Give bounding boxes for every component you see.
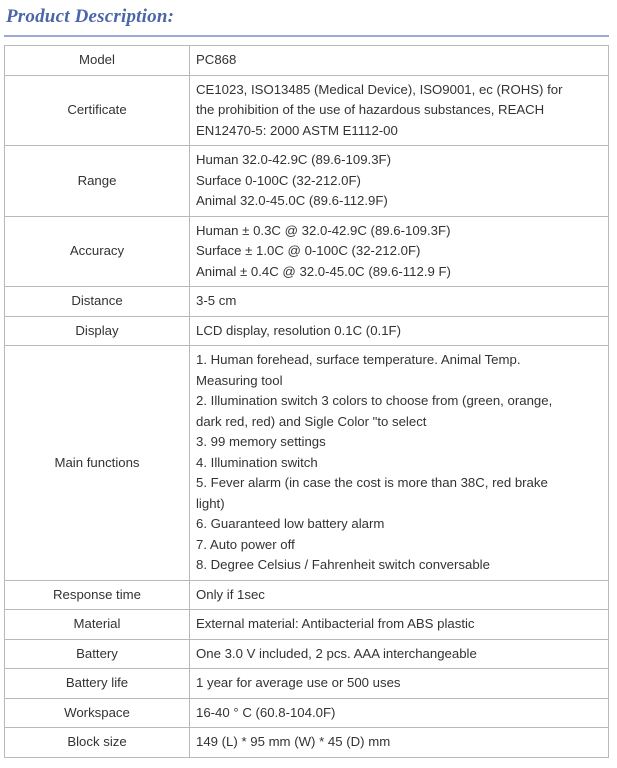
spec-row xyxy=(5,287,609,317)
spec-value-line: EN12470-5: 2000 ASTM E1112-00 xyxy=(196,122,398,138)
spec-label: Accuracy xyxy=(5,216,190,287)
spec-label: Distance xyxy=(5,287,190,317)
spec-value-line: 149 (L) * 95 mm (W) * 45 (D) mm xyxy=(196,734,391,749)
spec-value-line: CE1023, ISO13485 (Medical Device), ISO9001, ec (ROHS) for xyxy=(196,81,563,97)
spec-row xyxy=(5,216,609,287)
spec-value-line: Surface ± 1.0C @ 0-100C (32-212.0F) xyxy=(196,243,421,258)
spec-row xyxy=(5,728,609,758)
spec-label: Main functions xyxy=(5,346,190,581)
spec-value xyxy=(190,287,609,317)
page-title: Product Description: xyxy=(6,6,175,27)
spec-row xyxy=(5,46,609,76)
spec-value-line: Human 32.0-42.9C (89.6-109.3F) xyxy=(196,152,391,167)
spec-value-line: dark red, red) and Sigle Color "to select xyxy=(196,413,427,429)
spec-label: Battery life xyxy=(5,669,190,699)
spec-value-line: 7. Auto power off xyxy=(196,536,295,552)
spec-row xyxy=(5,316,609,346)
spec-row xyxy=(5,610,609,640)
spec-label: Model xyxy=(5,46,190,76)
spec-value xyxy=(190,46,609,76)
spec-value xyxy=(190,669,609,699)
spec-table-body xyxy=(5,46,609,758)
spec-label: Certificate xyxy=(5,75,190,146)
spec-value xyxy=(190,146,609,217)
spec-value-line: Surface 0-100C (32-212.0F) xyxy=(196,172,361,188)
spec-value-line: 6. Guaranteed low battery alarm xyxy=(196,516,385,531)
spec-value-line: 1 year for average use or 500 uses xyxy=(196,675,401,690)
spec-row xyxy=(5,639,609,669)
spec-label: Display xyxy=(5,316,190,346)
spec-row xyxy=(5,698,609,728)
spec-value-line: Animal 32.0-45.0C (89.6-112.9F) xyxy=(196,193,388,208)
spec-label: Response time xyxy=(5,580,190,610)
spec-label: Material xyxy=(5,610,190,640)
spec-value-line: 4. Illumination switch xyxy=(196,454,318,470)
spec-label: Workspace xyxy=(5,698,190,728)
spec-value xyxy=(190,580,609,610)
spec-value-line: 3-5 cm xyxy=(196,293,237,308)
spec-value xyxy=(190,216,609,287)
spec-row xyxy=(5,669,609,699)
spec-label: Battery xyxy=(5,639,190,669)
spec-value xyxy=(190,610,609,640)
spec-value-line: light) xyxy=(196,495,225,511)
spec-row xyxy=(5,580,609,610)
spec-value-line: PC868 xyxy=(196,52,237,67)
spec-value-line: 5. Fever alarm (in case the cost is more than 38C, red brake xyxy=(196,475,548,490)
spec-value-line: One 3.0 V included, 2 pcs. AAA interchangeable xyxy=(196,645,477,661)
spec-value xyxy=(190,639,609,669)
spec-value-line: External material: Antibacterial from ABS plastic xyxy=(196,616,475,631)
spec-value-line: Only if 1sec xyxy=(196,586,265,602)
spec-value xyxy=(190,75,609,146)
spec-value-line: 3. 99 memory settings xyxy=(196,434,326,449)
spec-value xyxy=(190,698,609,728)
spec-label: Range xyxy=(5,146,190,217)
spec-table xyxy=(4,45,609,758)
spec-value-line: Human ± 0.3C @ 32.0-42.9C (89.6-109.3F) xyxy=(196,222,451,238)
spec-value-line: 8. Degree Celsius / Fahrenheit switch conversable xyxy=(196,557,490,572)
spec-row xyxy=(5,146,609,217)
spec-value xyxy=(190,346,609,581)
spec-label: Block size xyxy=(5,728,190,758)
title-underline xyxy=(4,35,609,37)
spec-value xyxy=(190,728,609,758)
spec-row xyxy=(5,75,609,146)
spec-value-line: Measuring tool xyxy=(196,372,283,388)
spec-value xyxy=(190,316,609,346)
spec-value-line: the prohibition of the use of hazardous substances, REACH xyxy=(196,102,545,117)
spec-value-line: 16-40 ° C (60.8-104.0F) xyxy=(196,704,336,720)
spec-row xyxy=(5,346,609,581)
spec-value-line: LCD display, resolution 0.1C (0.1F) xyxy=(196,322,401,338)
spec-value-line: 2. Illumination switch 3 colors to choose from (green, orange, xyxy=(196,393,553,408)
spec-value-line: 1. Human forehead, surface temperature. Animal Temp. xyxy=(196,352,521,367)
spec-value-line: Animal ± 0.4C @ 32.0-45.0C (89.6-112.9 F) xyxy=(196,263,451,279)
